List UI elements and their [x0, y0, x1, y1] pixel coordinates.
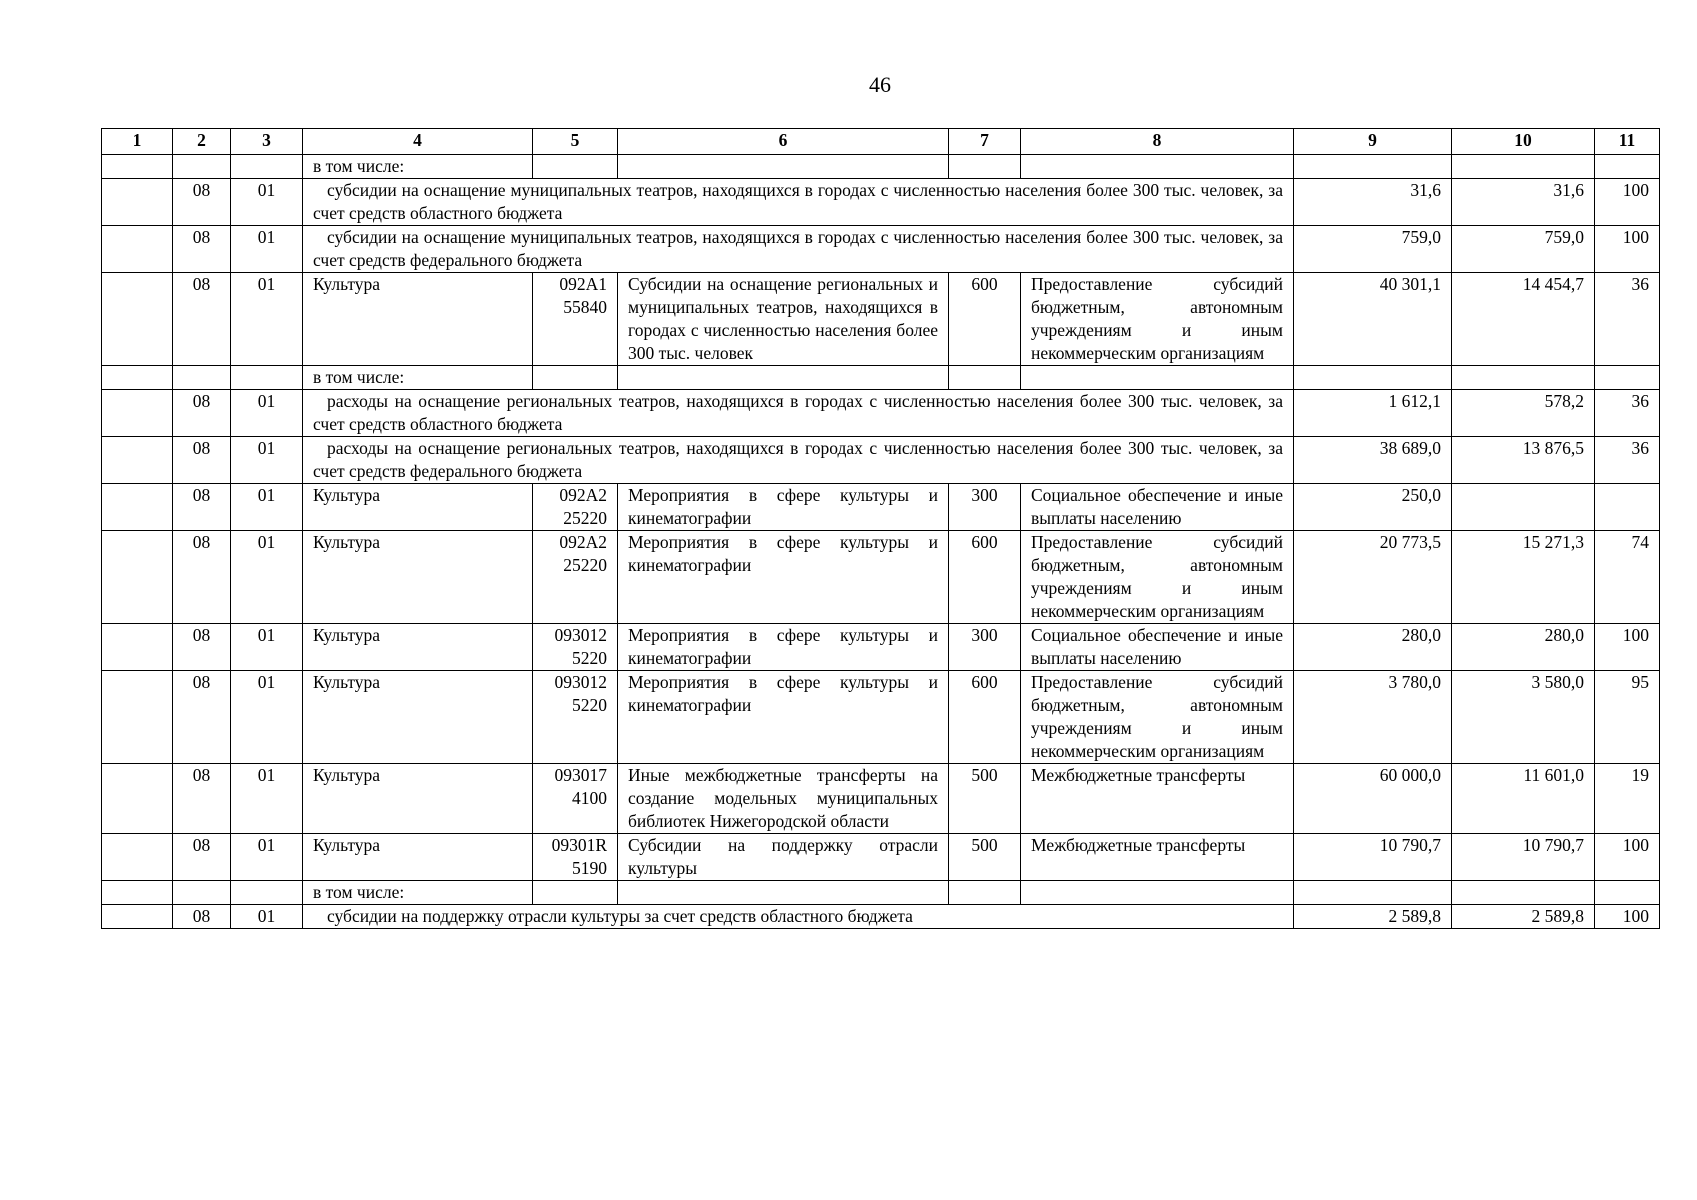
expense-type-code: 300: [949, 624, 1021, 671]
empty-cell: [949, 155, 1021, 179]
execution-percent: 95: [1595, 671, 1660, 764]
empty-cell: [949, 881, 1021, 905]
table-row: [102, 531, 1660, 624]
merged-description: субсидии на поддержку отрасли культуры за счет средств областного бюджета: [303, 905, 1294, 929]
column-header-1: 1: [102, 129, 173, 155]
expense-type-code: 300: [949, 484, 1021, 531]
planned-amount: 20 773,5: [1294, 531, 1452, 624]
target-article-code: 093012 5220: [533, 671, 618, 764]
empty-cell: [102, 437, 173, 484]
empty-cell: [102, 531, 173, 624]
expense-type-code: 500: [949, 834, 1021, 881]
subtotal-label: в том числе:: [303, 366, 533, 390]
subtotal-label: в том числе:: [303, 881, 533, 905]
subsection-code: 01: [231, 764, 303, 834]
program-name: Культура: [303, 624, 533, 671]
target-article-code: 093012 5220: [533, 624, 618, 671]
column-header-8: 8: [1021, 129, 1294, 155]
empty-cell: [1595, 366, 1660, 390]
actual-amount: 2 589,8: [1452, 905, 1595, 929]
empty-cell: [949, 366, 1021, 390]
section-code: 08: [173, 273, 231, 366]
column-header-4: 4: [303, 129, 533, 155]
target-article-code: 09301R 5190: [533, 834, 618, 881]
column-header-2: 2: [173, 129, 231, 155]
planned-amount: 280,0: [1294, 624, 1452, 671]
budget-table: [101, 128, 1660, 929]
merged-description: расходы на оснащение региональных театров, находящихся в городах с численностью населения более 300 тыс. человек, за счет средств федерального бюджета: [303, 437, 1294, 484]
subsection-code: 01: [231, 437, 303, 484]
empty-cell: [102, 834, 173, 881]
column-header-11: 11: [1595, 129, 1660, 155]
execution-percent: 100: [1595, 905, 1660, 929]
expense-type-code: 600: [949, 531, 1021, 624]
empty-cell: [173, 366, 231, 390]
section-code: 08: [173, 226, 231, 273]
expense-description: Субсидии на поддержку отрасли культуры: [618, 834, 949, 881]
execution-percent: 100: [1595, 179, 1660, 226]
section-code: 08: [173, 905, 231, 929]
program-name: Культура: [303, 834, 533, 881]
empty-cell: [1452, 881, 1595, 905]
actual-amount: [1452, 484, 1595, 531]
table-row: [102, 881, 1660, 905]
planned-amount: 40 301,1: [1294, 273, 1452, 366]
actual-amount: 31,6: [1452, 179, 1595, 226]
empty-cell: [1294, 155, 1452, 179]
subsection-code: 01: [231, 484, 303, 531]
actual-amount: 280,0: [1452, 624, 1595, 671]
subtotal-label: в том числе:: [303, 155, 533, 179]
section-code: 08: [173, 437, 231, 484]
table-row: [102, 624, 1660, 671]
expense-type-code: 600: [949, 273, 1021, 366]
execution-percent: [1595, 484, 1660, 531]
execution-percent: 36: [1595, 273, 1660, 366]
empty-cell: [102, 390, 173, 437]
empty-cell: [533, 155, 618, 179]
empty-cell: [1595, 155, 1660, 179]
empty-cell: [1021, 366, 1294, 390]
table-row: [102, 366, 1660, 390]
subsection-code: 01: [231, 390, 303, 437]
column-header-10: 10: [1452, 129, 1595, 155]
empty-cell: [173, 881, 231, 905]
expense-description: Субсидии на оснащение региональных и муниципальных театров, находящихся в городах с численностью населения более 300 тыс. человек: [618, 273, 949, 366]
target-article-code: 092A2 25220: [533, 484, 618, 531]
column-header-5: 5: [533, 129, 618, 155]
empty-cell: [533, 366, 618, 390]
empty-cell: [1294, 366, 1452, 390]
empty-cell: [102, 671, 173, 764]
column-header-7: 7: [949, 129, 1021, 155]
execution-percent: 100: [1595, 834, 1660, 881]
actual-amount: 14 454,7: [1452, 273, 1595, 366]
subsection-code: 01: [231, 273, 303, 366]
table-row: [102, 179, 1660, 226]
empty-cell: [231, 881, 303, 905]
empty-cell: [1021, 881, 1294, 905]
actual-amount: 3 580,0: [1452, 671, 1595, 764]
subsection-code: 01: [231, 834, 303, 881]
empty-cell: [1452, 366, 1595, 390]
expense-type-code: 600: [949, 671, 1021, 764]
table-row: [102, 484, 1660, 531]
expense-type-name: Предоставление субсидий бюджетным, автономным учреждениям и иным некоммерческим организациям: [1021, 531, 1294, 624]
planned-amount: 1 612,1: [1294, 390, 1452, 437]
expense-description: Мероприятия в сфере культуры и кинематографии: [618, 624, 949, 671]
expense-type-name: Социальное обеспечение и иные выплаты населению: [1021, 484, 1294, 531]
planned-amount: 3 780,0: [1294, 671, 1452, 764]
empty-cell: [102, 764, 173, 834]
section-code: 08: [173, 624, 231, 671]
actual-amount: 10 790,7: [1452, 834, 1595, 881]
merged-description: субсидии на оснащение муниципальных театров, находящихся в городах с численностью населения более 300 тыс. человек, за счет средств федерального бюджета: [303, 226, 1294, 273]
empty-cell: [231, 366, 303, 390]
table-row: [102, 437, 1660, 484]
planned-amount: 38 689,0: [1294, 437, 1452, 484]
execution-percent: 100: [1595, 226, 1660, 273]
program-name: Культура: [303, 273, 533, 366]
subsection-code: 01: [231, 531, 303, 624]
expense-description: Мероприятия в сфере культуры и кинематографии: [618, 671, 949, 764]
program-name: Культура: [303, 671, 533, 764]
page-number: 46: [869, 72, 891, 97]
table-row: [102, 273, 1660, 366]
table-row: [102, 390, 1660, 437]
planned-amount: 250,0: [1294, 484, 1452, 531]
actual-amount: 759,0: [1452, 226, 1595, 273]
actual-amount: 15 271,3: [1452, 531, 1595, 624]
empty-cell: [102, 179, 173, 226]
empty-cell: [102, 226, 173, 273]
merged-description: субсидии на оснащение муниципальных театров, находящихся в городах с численностью населения более 300 тыс. человек, за счет средств областного бюджета: [303, 179, 1294, 226]
column-header-9: 9: [1294, 129, 1452, 155]
empty-cell: [1452, 155, 1595, 179]
empty-cell: [618, 155, 949, 179]
table-row: [102, 834, 1660, 881]
empty-cell: [1294, 881, 1452, 905]
empty-cell: [102, 366, 173, 390]
expense-description: Мероприятия в сфере культуры и кинематографии: [618, 531, 949, 624]
empty-cell: [102, 905, 173, 929]
program-name: Культура: [303, 531, 533, 624]
planned-amount: 759,0: [1294, 226, 1452, 273]
actual-amount: 11 601,0: [1452, 764, 1595, 834]
subsection-code: 01: [231, 905, 303, 929]
empty-cell: [618, 881, 949, 905]
merged-description: расходы на оснащение региональных театров, находящихся в городах с численностью населения более 300 тыс. человек, за счет средств областного бюджета: [303, 390, 1294, 437]
expense-type-name: Предоставление субсидий бюджетным, автономным учреждениям и иным некоммерческим организациям: [1021, 273, 1294, 366]
execution-percent: 19: [1595, 764, 1660, 834]
section-code: 08: [173, 764, 231, 834]
subsection-code: 01: [231, 226, 303, 273]
expense-type-name: Социальное обеспечение и иные выплаты населению: [1021, 624, 1294, 671]
target-article-code: 092A2 25220: [533, 531, 618, 624]
empty-cell: [102, 624, 173, 671]
expense-type-code: 500: [949, 764, 1021, 834]
target-article-code: 093017 4100: [533, 764, 618, 834]
target-article-code: 092A1 55840: [533, 273, 618, 366]
section-code: 08: [173, 484, 231, 531]
column-header-6: 6: [618, 129, 949, 155]
execution-percent: 74: [1595, 531, 1660, 624]
table-body: [102, 155, 1660, 929]
execution-percent: 36: [1595, 437, 1660, 484]
expense-type-name: Межбюджетные трансферты: [1021, 764, 1294, 834]
section-code: 08: [173, 671, 231, 764]
program-name: Культура: [303, 484, 533, 531]
planned-amount: 10 790,7: [1294, 834, 1452, 881]
program-name: Культура: [303, 764, 533, 834]
subsection-code: 01: [231, 179, 303, 226]
planned-amount: 60 000,0: [1294, 764, 1452, 834]
empty-cell: [231, 155, 303, 179]
table-row: [102, 671, 1660, 764]
section-code: 08: [173, 834, 231, 881]
empty-cell: [618, 366, 949, 390]
empty-cell: [102, 881, 173, 905]
expense-description: Иные межбюджетные трансферты на создание модельных муниципальных библиотек Нижегородской области: [618, 764, 949, 834]
column-header-3: 3: [231, 129, 303, 155]
subsection-code: 01: [231, 624, 303, 671]
section-code: 08: [173, 390, 231, 437]
empty-cell: [102, 155, 173, 179]
empty-cell: [102, 484, 173, 531]
empty-cell: [1021, 155, 1294, 179]
subsection-code: 01: [231, 671, 303, 764]
section-code: 08: [173, 531, 231, 624]
empty-cell: [102, 273, 173, 366]
execution-percent: 36: [1595, 390, 1660, 437]
empty-cell: [173, 155, 231, 179]
header-row: [102, 129, 1660, 155]
table-row: [102, 905, 1660, 929]
expense-description: Мероприятия в сфере культуры и кинематографии: [618, 484, 949, 531]
actual-amount: 13 876,5: [1452, 437, 1595, 484]
expense-type-name: Межбюджетные трансферты: [1021, 834, 1294, 881]
table-row: [102, 155, 1660, 179]
planned-amount: 31,6: [1294, 179, 1452, 226]
empty-cell: [533, 881, 618, 905]
expense-type-name: Предоставление субсидий бюджетным, автономным учреждениям и иным некоммерческим организациям: [1021, 671, 1294, 764]
actual-amount: 578,2: [1452, 390, 1595, 437]
table-row: [102, 764, 1660, 834]
table-row: [102, 226, 1660, 273]
section-code: 08: [173, 179, 231, 226]
empty-cell: [1595, 881, 1660, 905]
execution-percent: 100: [1595, 624, 1660, 671]
planned-amount: 2 589,8: [1294, 905, 1452, 929]
